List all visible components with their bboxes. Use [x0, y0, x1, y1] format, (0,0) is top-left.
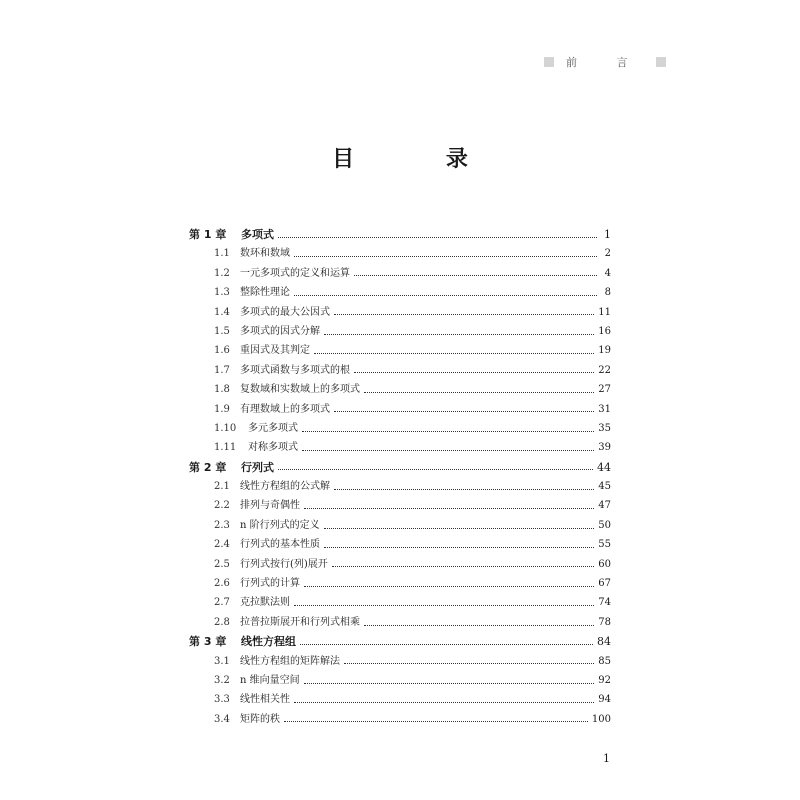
toc-entry-number: 第 1 章: [189, 228, 227, 241]
toc-leader-dots: [302, 430, 594, 432]
toc-leader-dots: [334, 313, 594, 315]
toc-leader-dots: [364, 391, 594, 393]
toc-entry-title: 线性方程组的公式解: [240, 481, 330, 493]
page-number: 1: [603, 752, 610, 765]
toc-entry-title: 拉普拉斯展开和行列式相乘: [240, 616, 360, 628]
toc-section-row[interactable]: [189, 380, 611, 399]
toc-leader-dots: [294, 294, 597, 296]
toc-section-row[interactable]: [189, 341, 611, 360]
toc-section-row[interactable]: [189, 593, 611, 612]
toc-entry-title: n 维向量空间: [240, 674, 300, 686]
toc-entry-title: 多项式: [241, 228, 274, 241]
toc-entry-number: 1.2: [214, 267, 230, 279]
toc-entry-page: 67: [598, 578, 611, 590]
toc-entry-page: 31: [598, 403, 611, 415]
toc-entry-page: 84: [597, 635, 611, 649]
toc-entry-page: 39: [598, 442, 611, 454]
toc-leader-dots: [324, 546, 594, 548]
toc-entry-page: 35: [598, 422, 611, 434]
toc-entry-number: 1.6: [214, 345, 230, 357]
toc-chapter-row[interactable]: [189, 458, 611, 477]
toc-entry-number: 第 2 章: [189, 460, 227, 474]
toc-section-row[interactable]: [189, 283, 611, 302]
toc-entry-page: 11: [598, 306, 611, 318]
toc-entry-page: 44: [597, 460, 611, 474]
toc-entry-page: 8: [604, 287, 611, 299]
toc-entry-title: 数环和数域: [240, 248, 290, 260]
toc-leader-dots: [354, 274, 597, 276]
toc-section-row[interactable]: [189, 322, 611, 341]
toc-entry-number: 2.4: [214, 539, 230, 551]
toc-entry-number: 3.4: [214, 713, 230, 725]
toc-entry-page: 50: [598, 519, 611, 531]
toc-section-row[interactable]: [189, 690, 611, 709]
toc-entry-number: 2.8: [214, 616, 230, 628]
toc-entry-title: 线性相关性: [240, 694, 290, 706]
toc-leader-dots: [300, 643, 593, 645]
toc-entry-number: 1.1: [214, 248, 230, 260]
toc-entry-page: 47: [598, 500, 611, 512]
toc-entry-title: 对称多项式: [248, 442, 298, 454]
toc-entry-title: 重因式及其判定: [240, 345, 310, 357]
toc-leader-dots: [324, 333, 594, 335]
toc-entry-page: 1: [604, 228, 611, 241]
toc-entry-page: 74: [598, 597, 611, 609]
toc-entry-number: 1.8: [214, 384, 230, 396]
toc-entry-title: 线性方程组的矩阵解法: [240, 655, 340, 667]
toc-entry-page: 2: [604, 248, 611, 260]
toc-section-row[interactable]: [189, 264, 611, 283]
toc-entry-page: 22: [598, 364, 611, 376]
toc-entry-number: 1.7: [214, 364, 230, 376]
toc-entry-number: 1.9: [214, 403, 230, 415]
toc-entry-title: 行列式: [241, 460, 274, 474]
toc-section-row[interactable]: [189, 671, 611, 690]
toc-entry-title: 多项式函数与多项式的根: [240, 364, 350, 376]
toc-entry-number: 2.1: [214, 481, 230, 493]
toc-entry-page: 55: [598, 539, 611, 551]
toc-entry-number: 3.2: [214, 674, 230, 686]
toc-leader-dots: [294, 604, 594, 606]
table-of-contents: [189, 225, 611, 729]
toc-leader-dots: [332, 565, 594, 567]
toc-entry-number: 1.4: [214, 306, 230, 318]
toc-entry-page: 60: [598, 558, 611, 570]
toc-leader-dots: [334, 410, 594, 412]
toc-section-row[interactable]: [189, 652, 611, 671]
header-left-block: [544, 57, 554, 67]
toc-section-row[interactable]: [189, 496, 611, 515]
toc-leader-dots: [284, 720, 588, 722]
toc-entry-title: 多项式的最大公因式: [240, 306, 330, 318]
toc-section-row[interactable]: [189, 419, 611, 438]
header-right-block: [656, 57, 666, 67]
toc-entry-number: 1.11: [214, 442, 237, 454]
toc-entry-title: 复数域和实数域上的多项式: [240, 384, 360, 396]
toc-entry-title: 排列与奇偶性: [240, 500, 300, 512]
toc-entry-title: 行列式的计算: [240, 578, 300, 590]
toc-section-row[interactable]: [189, 516, 611, 535]
toc-leader-dots: [324, 527, 595, 529]
toc-section-row[interactable]: [189, 574, 611, 593]
toc-entry-page: 85: [598, 655, 611, 667]
toc-entry-title: 有理数域上的多项式: [240, 403, 330, 415]
toc-entry-number: 3.1: [214, 655, 230, 667]
running-header: [544, 55, 666, 69]
toc-leader-dots: [334, 488, 594, 490]
toc-chapter-row[interactable]: [189, 225, 611, 244]
toc-entry-number: 1.3: [214, 287, 230, 299]
toc-section-row[interactable]: [189, 438, 611, 457]
toc-section-row[interactable]: [189, 477, 611, 496]
toc-entry-number: 2.7: [214, 597, 230, 609]
toc-leader-dots: [294, 701, 594, 703]
toc-section-row[interactable]: [189, 361, 611, 380]
toc-entry-number: 2.3: [214, 519, 230, 531]
toc-leader-dots: [304, 585, 594, 587]
toc-entry-page: 19: [598, 345, 611, 357]
toc-section-row[interactable]: [189, 303, 611, 322]
page-title: 目 录: [332, 147, 510, 172]
toc-section-row[interactable]: [189, 535, 611, 554]
toc-entry-number: 1.5: [214, 325, 230, 337]
toc-entry-number: 1.10: [214, 422, 237, 434]
toc-entry-title: 多项式的因式分解: [240, 325, 320, 337]
toc-leader-dots: [304, 682, 595, 684]
toc-section-row[interactable]: [189, 710, 611, 729]
running-title: 前 言: [566, 56, 646, 69]
toc-entry-number: 2.6: [214, 578, 230, 590]
toc-leader-dots: [278, 468, 593, 470]
toc-entry-title: 线性方程组: [241, 635, 296, 649]
toc-entry-title: 多元多项式: [248, 422, 298, 434]
toc-section-row[interactable]: [189, 244, 611, 263]
toc-leader-dots: [304, 507, 594, 509]
toc-entry-title: 矩阵的秩: [240, 713, 280, 725]
toc-entry-page: 100: [591, 713, 611, 725]
toc-entry-title: 整除性理论: [240, 287, 290, 299]
toc-entry-page: 4: [604, 267, 611, 279]
toc-leader-dots: [354, 371, 594, 373]
toc-leader-dots: [364, 624, 594, 626]
toc-entry-page: 94: [598, 694, 611, 706]
toc-leader-dots: [278, 236, 597, 238]
toc-entry-page: 45: [598, 481, 611, 493]
toc-entry-page: 78: [598, 616, 611, 628]
toc-entry-page: 16: [598, 325, 611, 337]
toc-entry-title: 克拉默法则: [240, 597, 290, 609]
toc-chapter-row[interactable]: [189, 632, 611, 651]
toc-entry-title: 行列式按行(列)展开: [240, 558, 328, 570]
toc-leader-dots: [314, 352, 594, 354]
toc-leader-dots: [344, 662, 594, 664]
toc-entry-page: 92: [598, 674, 611, 686]
toc-leader-dots: [294, 255, 597, 257]
toc-entry-title: n 阶行列式的定义: [240, 519, 320, 531]
toc-entry-number: 2.5: [214, 558, 230, 570]
toc-entry-page: 27: [598, 384, 611, 396]
toc-entry-number: 3.3: [214, 694, 230, 706]
toc-leader-dots: [302, 449, 594, 451]
toc-entry-number: 第 3 章: [189, 635, 227, 649]
toc-section-row[interactable]: [189, 613, 611, 632]
toc-entry-title: 一元多项式的定义和运算: [240, 267, 350, 279]
toc-entry-number: 2.2: [214, 500, 230, 512]
toc-entry-title: 行列式的基本性质: [240, 539, 320, 551]
toc-section-row[interactable]: [189, 400, 611, 419]
toc-section-row[interactable]: [189, 555, 611, 574]
